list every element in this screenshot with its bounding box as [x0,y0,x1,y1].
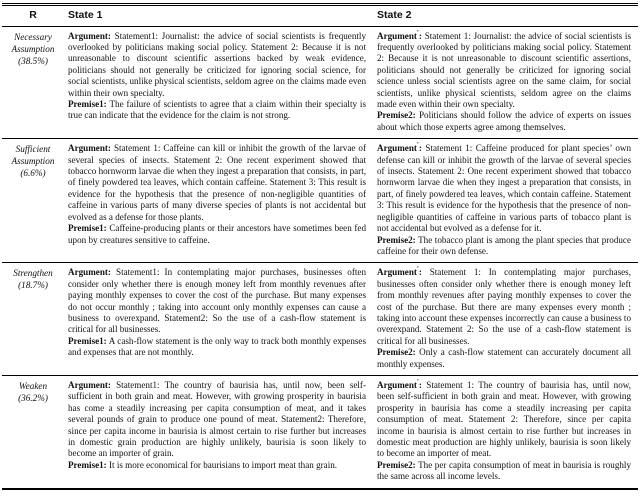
prime-marker: ′ [416,141,419,150]
argument-label: Argument: [68,30,111,41]
column-header-state1: State 1 [64,6,373,27]
premise-text: The tobacco plant is among the plant species that produce caffeine for their own defense. [377,234,631,256]
argument-paragraph [377,377,631,460]
argument-paragraph [68,31,366,99]
reasoning-type-percent: (18.7%) [18,280,48,291]
argument-paragraph [377,143,631,234]
premise-paragraph [377,460,631,483]
argument-text: Statement 1: In contemplating major purchases, businesses often consider only whether there is enough money left from monthly revenues after paying monthly expenses to cover the cost of the purchase. But there are many expenses every month ; taking into account these expenses incorrectly can cause a business to overexpand. Statement 2: So the use of a cash-flow statement is critical for all businesses. [377,267,631,346]
argument-paragraph [68,143,366,223]
premise-label: Premise1: [68,99,107,110]
state2-cell [373,26,638,139]
argument-text: Statement1: In contemplating major purchases, businesses often consider only whether there is enough money left from monthly revenues after paying monthly expenses to cover the cost of the purchase. But many expenses do not occur monthly ; taking into account only monthly expenses can cause a business to overexpand. Statement2: So the use of a cash-flow statement is critical for all businesses. [68,267,366,335]
state1-cell [64,26,373,139]
premise-text: A cash-flow statement is the only way to track both monthly expenses and expenses that are not monthly. [68,335,366,358]
argument-paragraph [68,267,366,335]
argument-label: Argument [377,143,417,154]
premise-text: Politicians should follow the advice of experts on issues about which those experts agree among themselves. [377,110,631,132]
table-row [2,26,638,139]
reasoning-type-cell [2,26,64,139]
argument-label-suffix: : [418,143,422,154]
argument-label-suffix: : [418,267,422,278]
premise-paragraph [377,110,631,133]
state-comparison-table [2,6,638,488]
header-row [2,6,638,27]
argument-text: Statement 1: Caffeine produced for plant species’ own defense can kill or inhibit the growth of the larvae of several species of insects. Statement 2: One recent experiment showed that tobacco hornworm larvae die when they ingest a preparation that consists, in part, of finely powdered tea leaves, which contain caffeine. Statement 3: This result is evidence for the hypothesis that the presence of non-negligible quantities of caffeine in various parts of tobacco plant is not accidental but evolved as a defense for it. [377,143,631,234]
premise-paragraph [68,460,366,471]
state1-cell [64,263,373,376]
argument-text: Statement 1: Journalist: the advice of social scientists is frequently overlooked by politicians making social policy. Statement 2: Because it is not unreasonable to discount scientific assertions, politicians should not generally be criticized for ignoring social science unless social scientists agree on the same claim, for social scientists, unlike physical scientists, seldom agree on the claims made even within their own specialty. [377,30,631,110]
argument-label: Argument [377,30,417,41]
table-body [2,26,638,488]
state2-cell [373,139,638,263]
premise-label: Premise1: [68,223,107,234]
premise-text: Only a cash-flow statement can accurately document all monthly expenses. [377,347,631,369]
premise-label: Premise1: [68,335,107,346]
premise-label: Premise2: [377,459,416,470]
table-row [2,139,638,263]
premise-text: Caffeine-producing plants or their ancestors have sometimes been fed upon by creatures sensitive to caffeine. [68,223,366,245]
premise-paragraph [377,235,631,258]
state1-cell [64,139,373,263]
reasoning-type-cell [2,263,64,376]
premise-paragraph [68,336,366,359]
premise-text: The per capita consumption of meat in baurisia is roughly the same across all income levels. [377,459,631,482]
reasoning-type-percent: (36.2%) [18,392,48,403]
premise-paragraph [68,223,366,246]
reasoning-type-label: Sufficient Assumption [11,144,55,167]
prime-marker: ′ [416,265,419,274]
reasoning-type-label: Necessary Assumption [11,31,55,54]
column-header-state2: State 2 [373,6,638,27]
premise-label: Premise1: [68,459,107,470]
table-header [2,6,638,27]
premise-text: It is more economical for baurisians to import meat than grain. [109,459,338,470]
argument-label: Argument: [68,267,111,278]
argument-label: Argument: [68,143,111,154]
reasoning-type-percent: (38.5%) [18,55,48,66]
table-container [0,3,640,490]
argument-text: Statement 1: The country of baurisia has, until now, been self-sufficient in both grain and meat. However, with growing prosperity in baurisia has come a steadily increasing per capita consumption of meat. Statement 2: Therefore, since per capita income in baurisia is almost certain to rise further but increases in domestic meat production are highly unlikely, baurisia is soon likely to become an importer of meat. [377,379,631,459]
argument-label-suffix: : [418,30,422,41]
reasoning-type-label: Strengthen [13,268,53,279]
state1-cell [64,375,373,487]
prime-marker: ′ [416,28,419,37]
argument-text: Statement1: The country of baurisia has, until now, been self-sufficient in both grain and meat. However, with growing prosperity in baurisia has come a steadily increasing per capita consumption of meat, and it takes several pounds of grain to produce one pound of meat. Statement2: Therefore, since per capita income in baurisia is almost certain to rise further but increases in domestic grain production are highly unlikely, baurisia is soon likely to become an importer of grain. [68,379,366,459]
state2-cell [373,263,638,376]
reasoning-type-cell [2,139,64,263]
table-row [2,375,638,487]
premise-label: Premise2: [377,234,416,245]
premise-text: The failure of scientists to agree that a claim within their specialty is true can indicate that the evidence for the claim is not strong. [68,99,366,121]
state2-cell [373,375,638,487]
argument-paragraph [68,380,366,460]
argument-paragraph [377,267,631,347]
table-bottom-rule [2,488,638,491]
argument-text: Statement1: Journalist: the advice of social scientists is frequently overlooked by politicians making social policy. Statement 2: Because it is not unreasonable to discount scientific assertions backed by weak evidence, politicians should not generally be criticized for ignoring social science, for social scientists, unlike physical scientists, seldom agree on the claims made even within their own specialty. [68,30,366,98]
argument-label: Argument [377,267,417,278]
premise-paragraph [377,347,631,370]
column-header-r: R [2,6,64,27]
premise-paragraph [68,99,366,122]
prime-marker: ′ [416,377,419,386]
argument-text: Statement 1: Caffeine can kill or inhibit the growth of the larvae of several species of insects. Statement 2: One recent experiment showed that tobacco hornworm larvae die when they ingest a preparation that consists, in part, of finely powdered tea leaves, which contain caffeine. Statement 3: This result is evidence for the hypothesis that the presence of non-negligible quantities of caffeine in various parts of many diverse species of plants is not accidental but evolved as a defense for those plants. [68,143,366,222]
premise-label: Premise2: [377,347,416,358]
reasoning-type-cell [2,375,64,487]
table-row [2,263,638,376]
argument-label: Argument [377,379,417,390]
argument-paragraph [377,28,631,111]
argument-label: Argument: [68,379,111,390]
argument-label-suffix: : [418,379,422,390]
reasoning-type-label: Weaken [18,380,48,391]
reasoning-type-percent: (6.6%) [20,168,46,179]
premise-label: Premise2: [377,110,416,121]
